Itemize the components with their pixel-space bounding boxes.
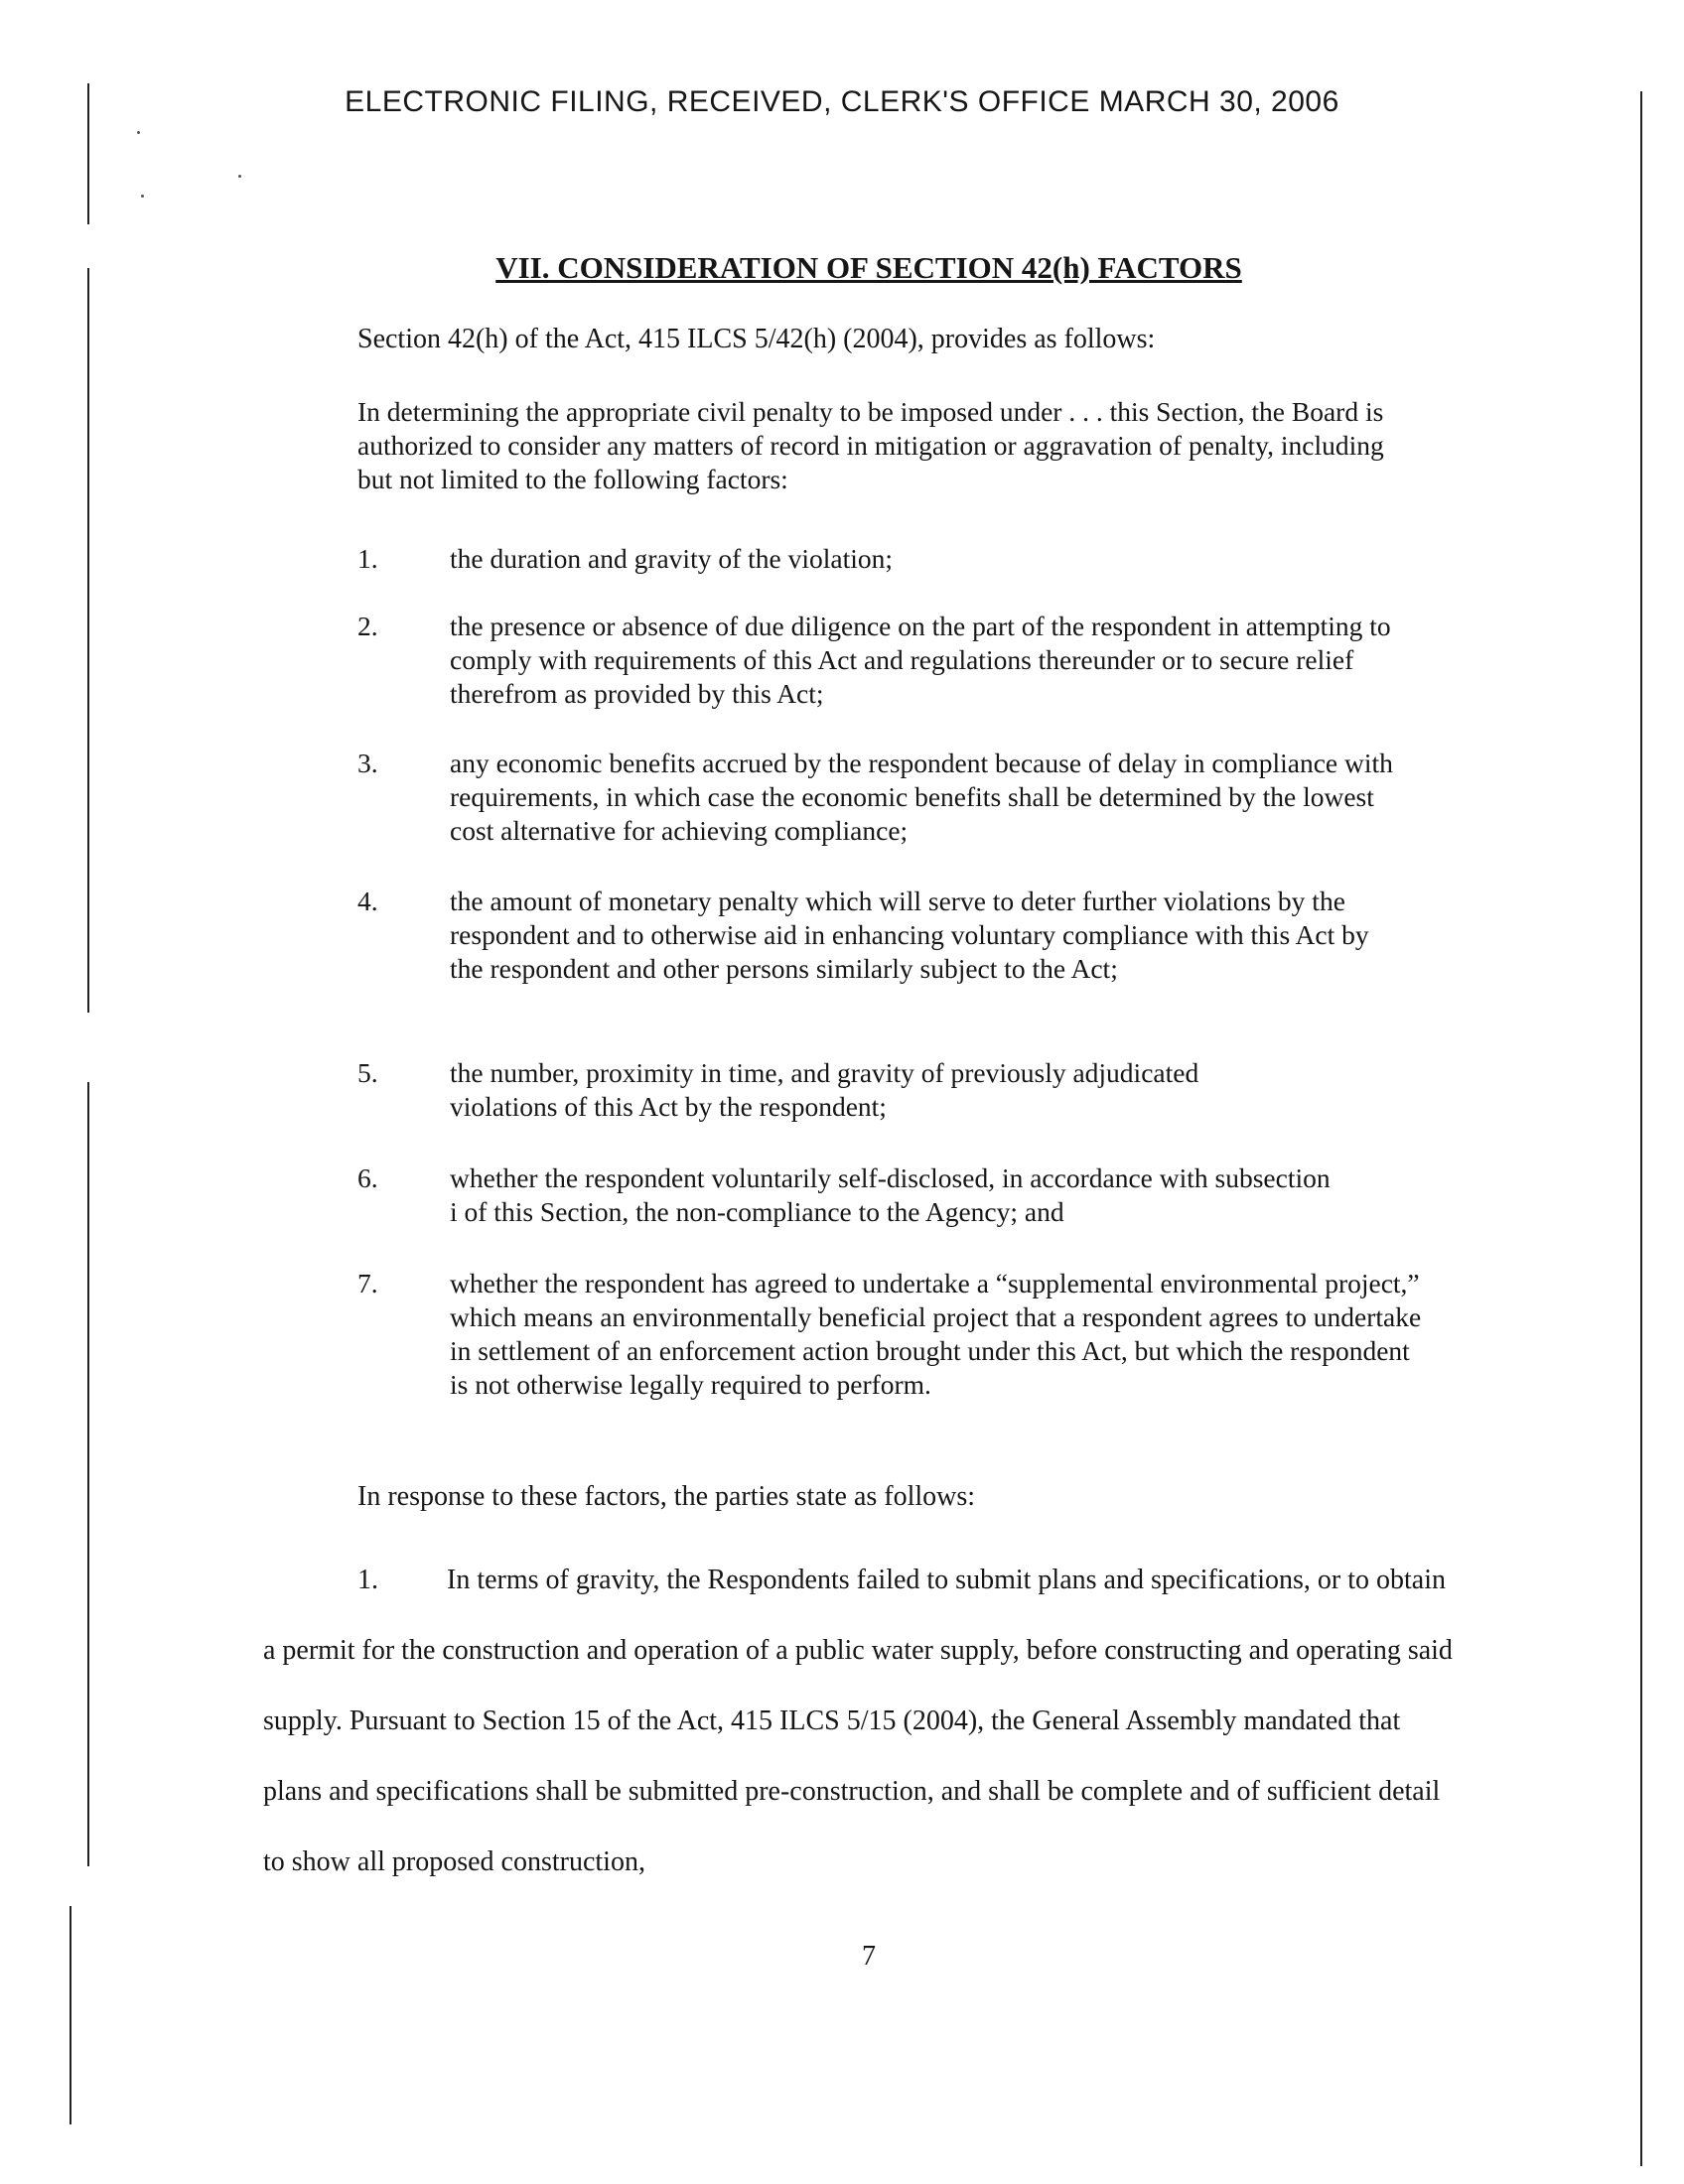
factor-number: 4. xyxy=(357,886,378,916)
factor-text: the number, proximity in time, and gravity of previously adjudicated violations of this Act by the respondent; xyxy=(450,1057,1199,1122)
page-number: 7 xyxy=(862,1941,876,1972)
section-heading: VII. CONSIDERATION OF SECTION 42(h) FACTORS xyxy=(495,250,1242,285)
factor-number: 6. xyxy=(357,1162,378,1193)
response-text: In terms of gravity, the Respondents failed to submit plans and specifications, or to obtain a permit for the construction and operation of a public water supply, before constructing and operating said supply. Pursuant to Section 15 of the Act, 415 ILCS 5/15 (2004), the General Assembly mandated that plans and specifications shall be submitted pre-construction, and shall be complete and of sufficient detail to show all proposed construction, xyxy=(263,1565,1453,1877)
factor-item xyxy=(357,542,1430,576)
factor-number: 2. xyxy=(357,611,378,641)
scan-edge-line-left-3 xyxy=(87,268,89,1013)
factor-text: the presence or absence of due diligence on the part of the respondent in attempting to comply with requirements of this Act and regulations thereunder or to secure relief therefrom as provided by this Act; xyxy=(450,611,1391,709)
factor-item xyxy=(357,610,1430,711)
section-intro: Section 42(h) of the Act, 415 ILCS 5/42(h) (2004), provides as follows: xyxy=(357,324,1156,354)
scan-speck xyxy=(137,131,140,134)
statute-quote: In determining the appropriate civil penalty to be imposed under . . . this Section, the Board is authorized to consider any matters of record in mitigation or aggravation of penalty, including but not limited to the following factors: xyxy=(357,396,1384,494)
scan-edge-line-right xyxy=(1640,91,1642,2166)
factor-number: 1. xyxy=(357,543,378,574)
factor-number: 3. xyxy=(357,748,378,778)
scan-edge-line-left-5 xyxy=(70,1906,71,2124)
filing-stamp: ELECTRONIC FILING, RECEIVED, CLERK'S OFFICE MARCH 30, 2006 xyxy=(345,85,1339,118)
response-number: 1. xyxy=(357,1565,378,1595)
response-intro: In response to these factors, the parties state as follows: xyxy=(357,1481,976,1512)
scan-edge-line-left-2 xyxy=(87,167,89,224)
factor-number: 7. xyxy=(357,1268,378,1298)
factor-item xyxy=(357,885,1430,986)
factor-item xyxy=(357,747,1430,848)
factor-item xyxy=(357,1267,1430,1402)
factor-number: 5. xyxy=(357,1057,378,1088)
response-paragraph xyxy=(263,1545,1455,1897)
scan-speck xyxy=(141,195,144,198)
factor-text: whether the respondent voluntarily self-disclosed, in accordance with subsection i of this Section, the non-compliance to the Agency; and xyxy=(450,1162,1331,1227)
factor-text: whether the respondent has agreed to undertake a “supplemental environmental project,” which means an environmentally beneficial project that a respondent agrees to undertake in settlement of an enforcement action brought under this Act, but which the respondent is not otherwise legally required to perform. xyxy=(450,1268,1422,1400)
factor-item xyxy=(357,1161,1430,1229)
factor-item xyxy=(357,1056,1430,1124)
factor-text: the amount of monetary penalty which will serve to deter further violations by the respondent and to otherwise aid in enhancing voluntary compliance with this Act by the respondent and other persons similarly subject to the Act; xyxy=(450,886,1369,984)
scan-edge-line-left-4 xyxy=(87,1082,89,1866)
factor-text: any economic benefits accrued by the respondent because of delay in compliance with requirements, in which case the economic benefits shall be determined by the lowest cost alternative for achieving compliance; xyxy=(450,748,1393,846)
factor-text: the duration and gravity of the violation; xyxy=(450,543,894,574)
scan-speck xyxy=(238,175,241,178)
